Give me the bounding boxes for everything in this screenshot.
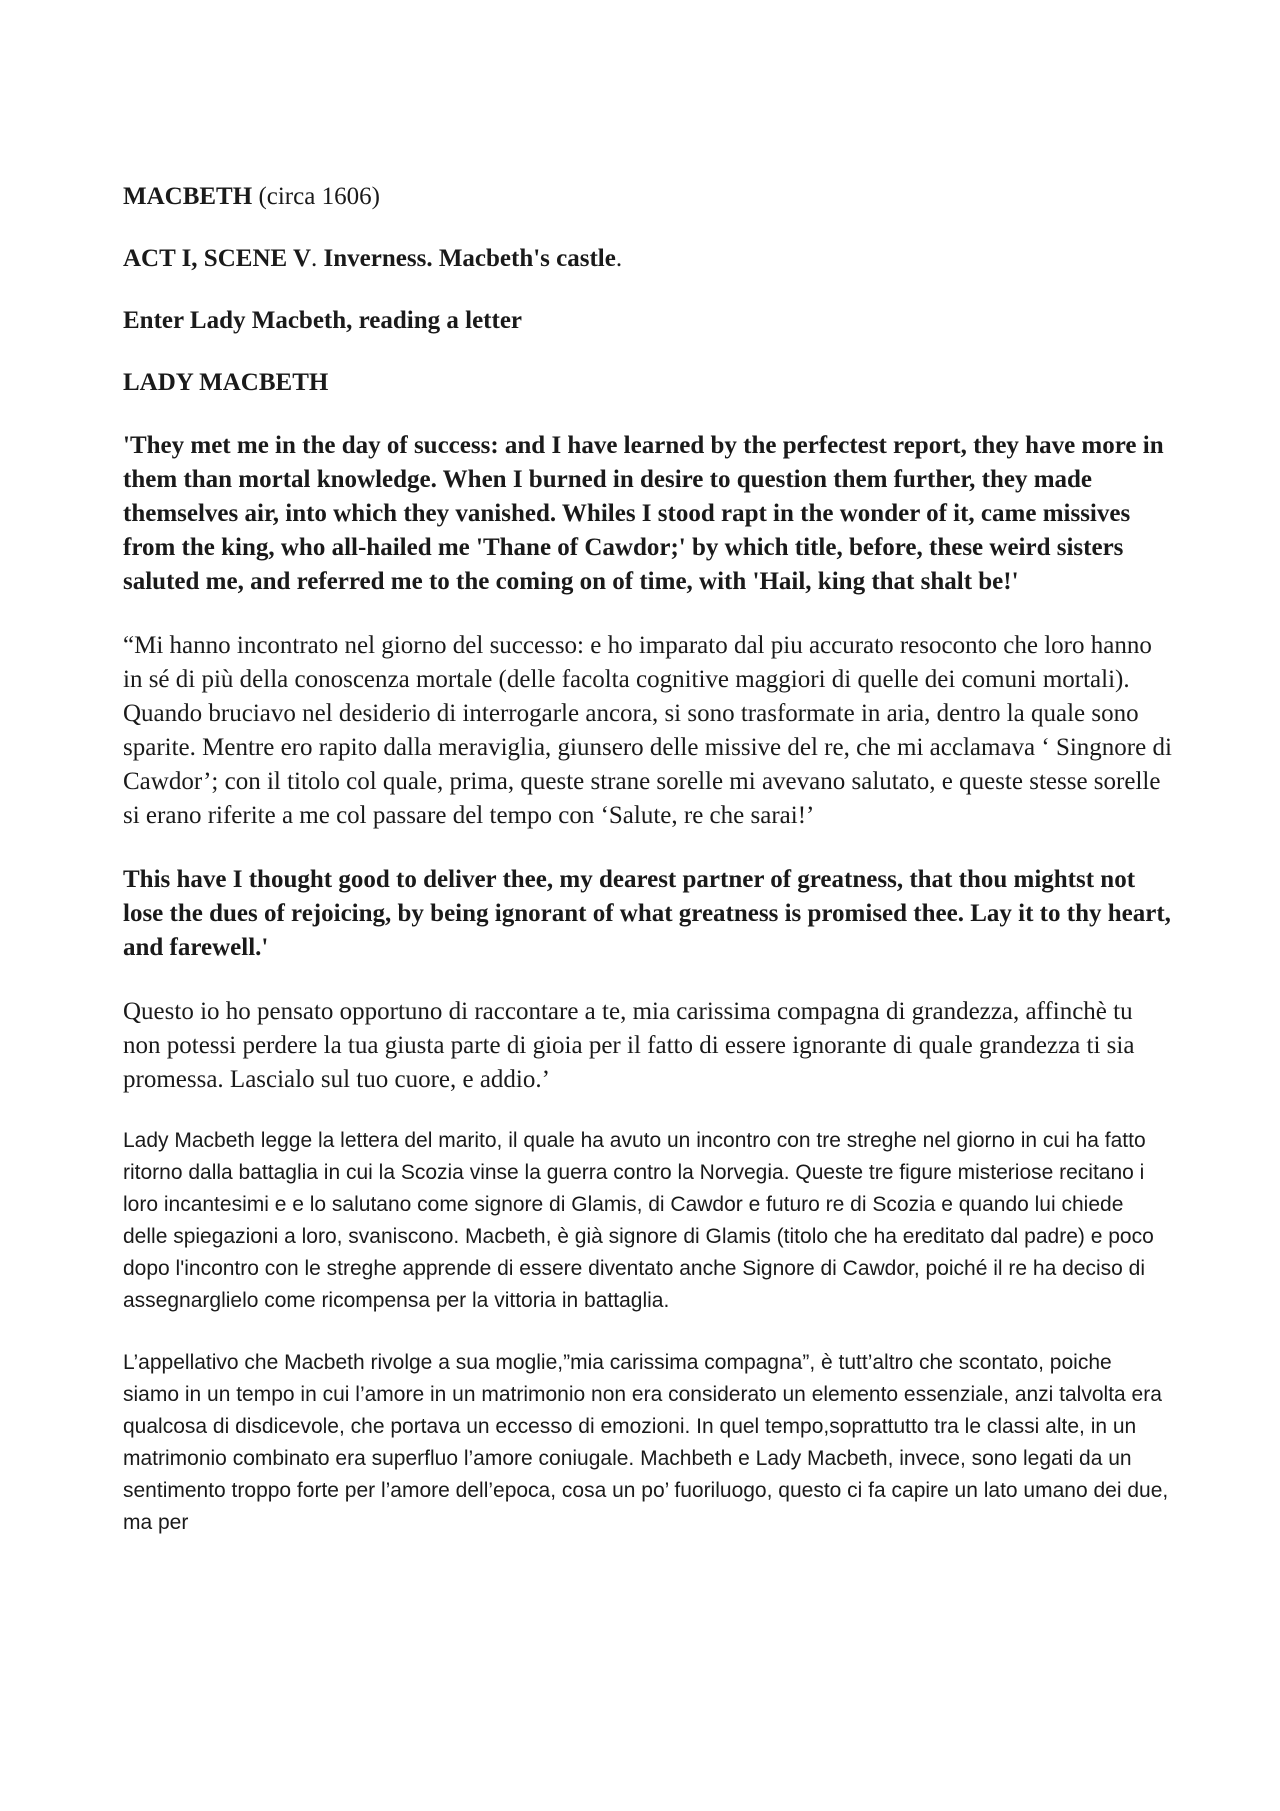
commentary-paragraph-1: Lady Macbeth legge la lettera del marito, il quale ha avuto un incontro con tre streghe nel giorno in cui ha fatto ritorno dalla battaglia in cui la Scozia vinse la guerra contro la Norvegia. Queste tre figure misteriose recitano i loro incantesimi e e lo salutano come signore di Glamis, di Cawdor e futuro re di Scozia e quando lui chiede delle spiegazioni a loro, svaniscono. Macbeth, è già signore di Glamis (titolo che ha ereditato dal padre) e poco dopo l'incontro con le streghe apprende di essere diventato anche Signore di Cawdor, poiché il re ha deciso di assegnarglielo come ricompensa per la vittoria in battaglia. [123, 1129, 1154, 1312]
document-page [123, 180, 1173, 1539]
letter-english-part-1: 'They met me in the day of success: and I have learned by the perfectest report, they have more in them than mortal knowledge. When I burned in desire to question them further, they made themselves air, into which they vanished. Whiles I stood rapt in the wonder of it, came missives from the king, who all-hailed me 'Thane of Cawdor;' by which title, before, these weird sisters saluted me, and referred me to the coming on of time, with 'Hail, king that shalt be!' [123, 432, 1164, 595]
commentary-paragraph-2: L’appellativo che Macbeth rivolge a sua moglie,”mia carissima compagna”, è tutt’altro che scontato, poiche siamo in un tempo in cui l’amore in un matrimonio non era considerato un elemento essenziale, anzi talvolta era qualcosa di disdicevole, che portava un eccesso di emozioni. In quel tempo,soprattutto tra le classi alte, in un matrimonio combinato era superfluo l’amore coniugale. Machbeth e Lady Macbeth, invece, sono legati da un sentimento troppo forte per l’amore dell’epoca, cosa un po’ fuoriluogo, questo ci fa capire un lato umano dei due, ma per [123, 1351, 1169, 1534]
scene-separator: . [311, 245, 324, 272]
letter-english-part-2: This have I thought good to deliver thee, my dearest partner of greatness, that thou mightst not lose the dues of rejoicing, by being ignorant of what greatness is promised thee. Lay it to thy heart, and farewell.' [123, 866, 1171, 961]
stage-direction: Enter Lady Macbeth, reading a letter [123, 307, 523, 334]
title-date: (circa 1606) [252, 183, 380, 210]
scene-heading [123, 242, 1173, 276]
scene-act: ACT I, SCENE V [123, 245, 312, 272]
letter-italian-part-1: “Mi hanno incontrato nel giorno del successo: e ho imparato dal piu accurato resoconto che loro hanno in sé di più della conoscenza mortale (delle facolta cognitive maggiori di quelle dei comuni mortali). Quando bruciavo nel desiderio di interrogarle ancora, si sono trasformate in aria, dentro la quale sono sparite. Mentre ero rapito dalla meraviglia, giunsero delle missive del re, che mi acclamava ‘ Singnore di Cawdor’; con il titolo col quale, prima, queste strane sorelle mi avevano salutato, e queste stesse sorelle si erano riferite a me col passare del tempo con ‘Salute, re che sarai!’ [123, 632, 1172, 829]
document-title [123, 180, 1173, 214]
scene-location: Inverness. Macbeth's castle [323, 245, 616, 272]
letter-italian-part-2: Questo io ho pensato opportuno di raccontare a te, mia carissima compagna di grandezza, affinchè tu non potessi perdere la tua giusta parte di gioia per il fatto di essere ignorante di quale grandezza ti sia promessa. Lascialo sul tuo cuore, e addio.’ [123, 998, 1135, 1093]
speaker-name: LADY MACBETH [123, 369, 329, 396]
scene-end-period: . [615, 245, 623, 272]
title-play-name: MACBETH [123, 183, 253, 210]
